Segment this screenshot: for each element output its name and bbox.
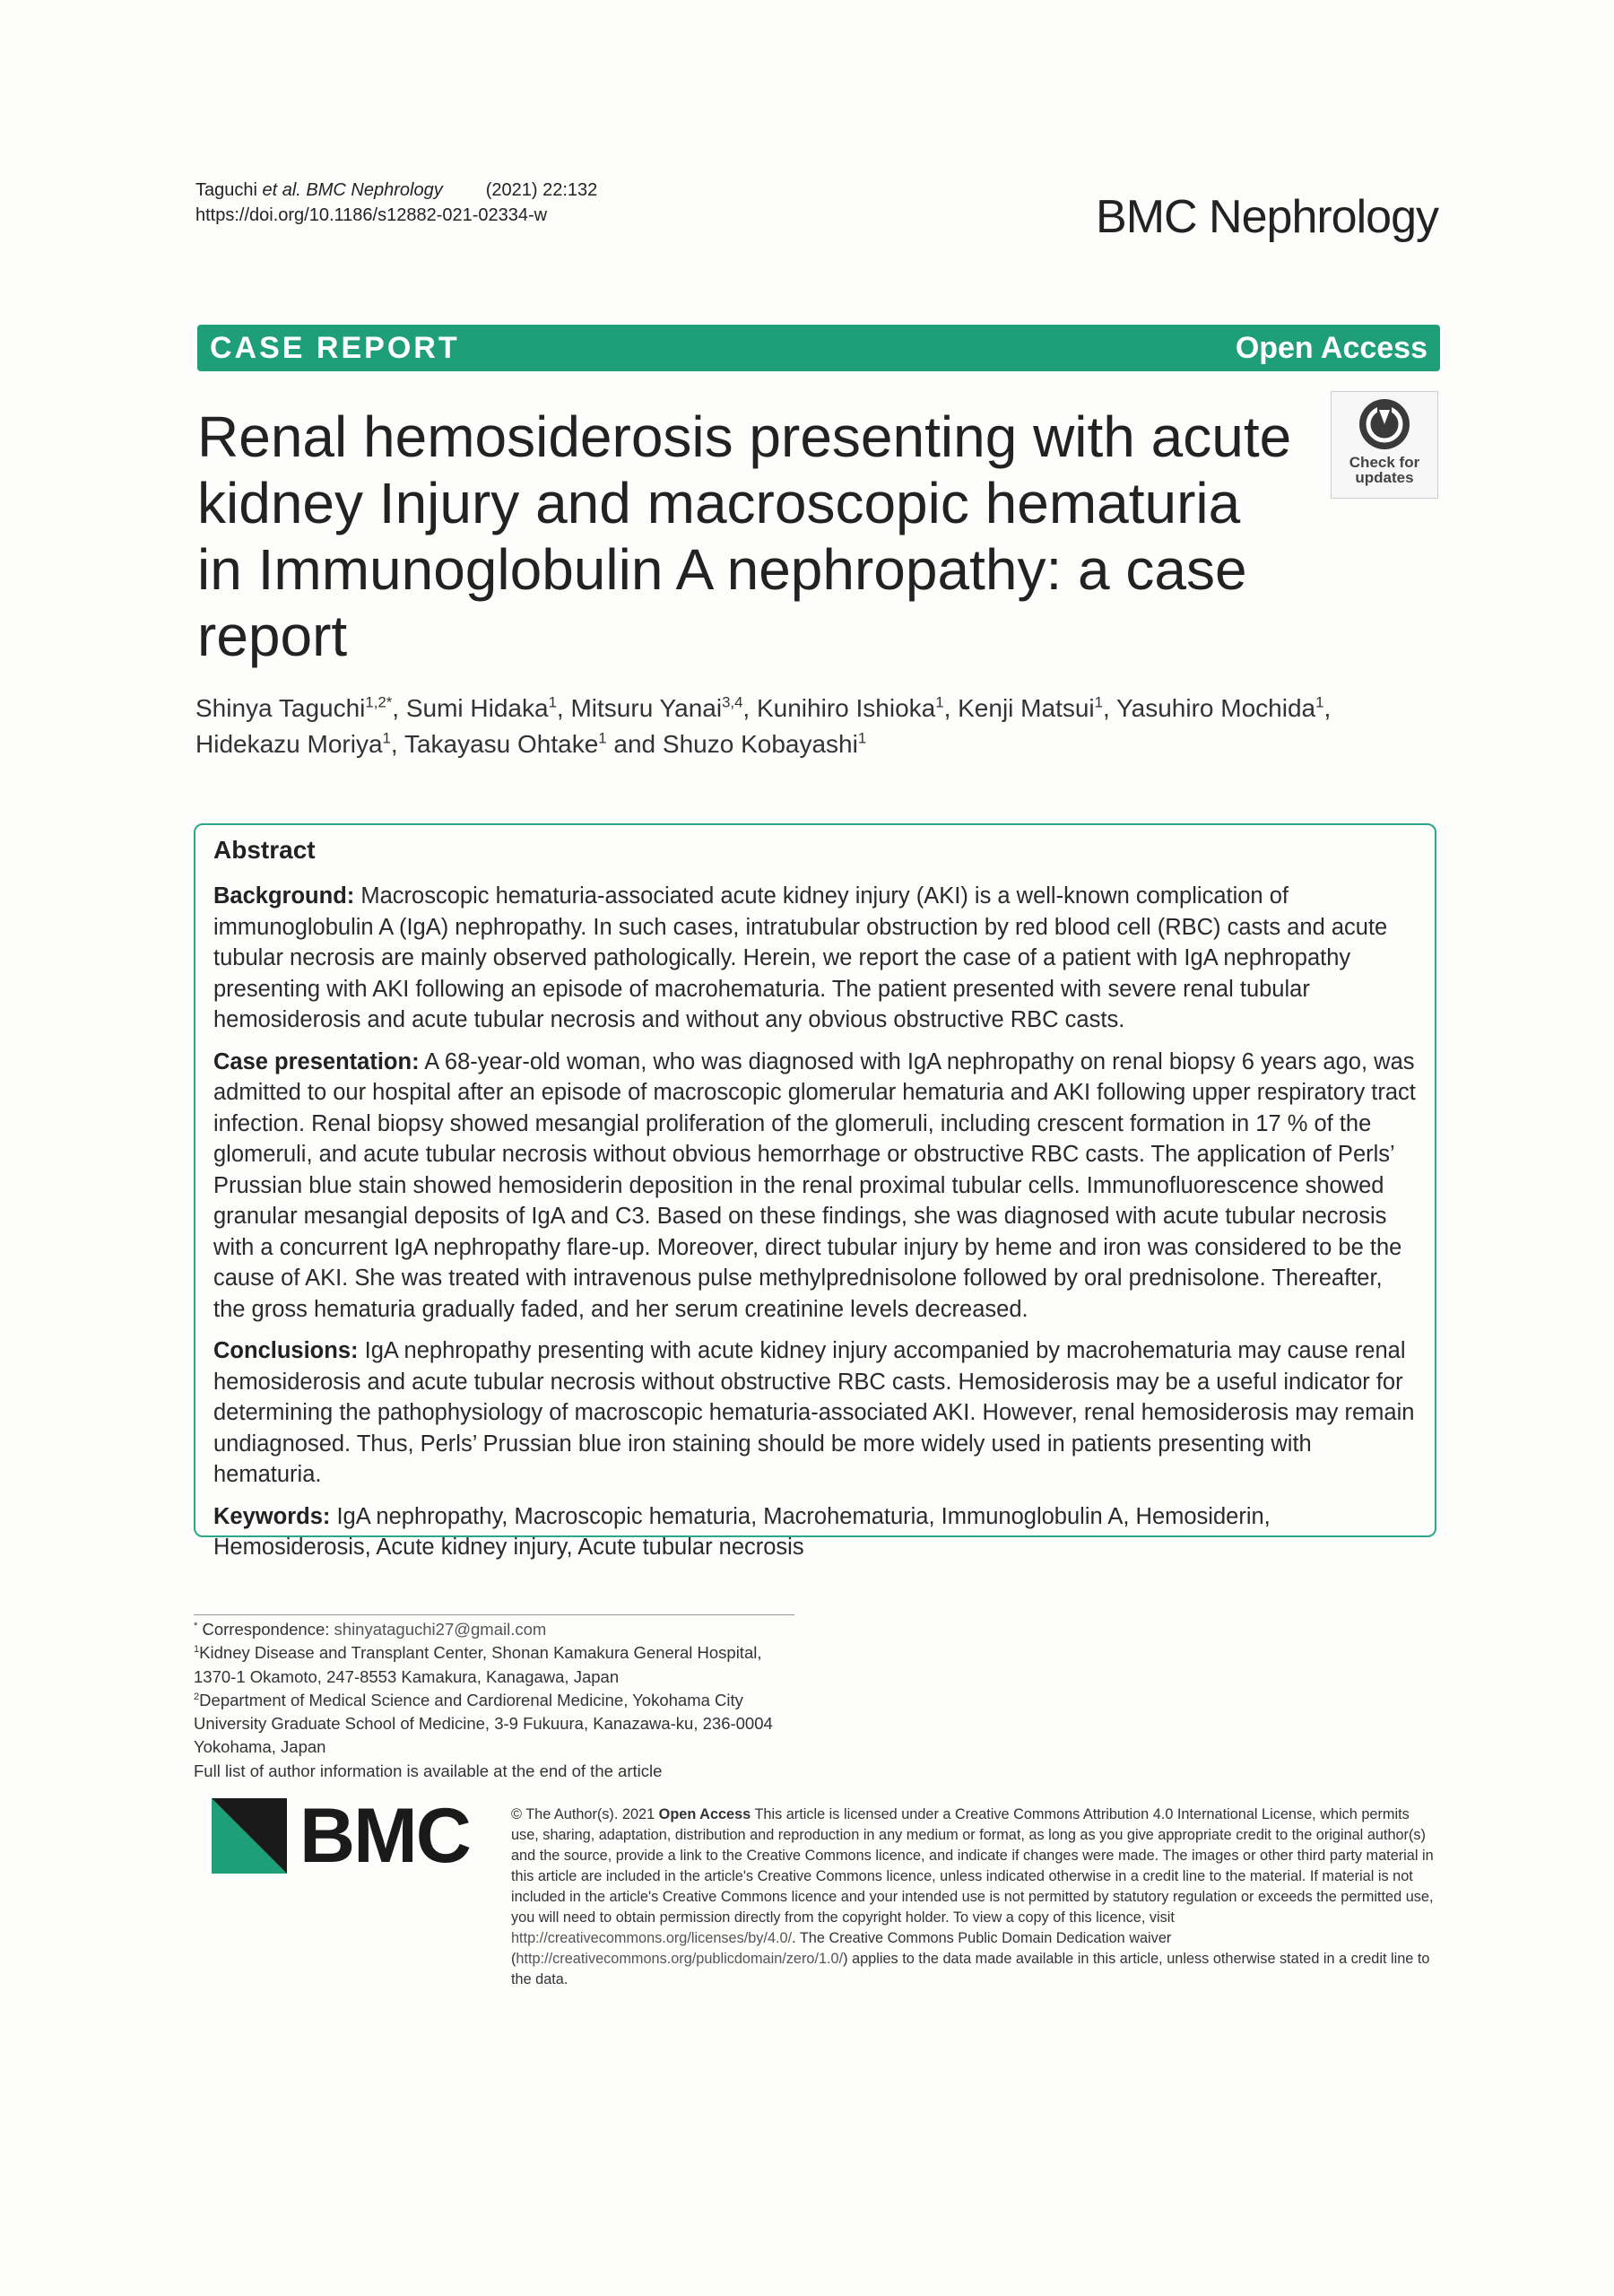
background-label: Background: bbox=[213, 883, 355, 909]
citation-header bbox=[195, 178, 597, 228]
affiliation-2-cont2: Yokohama, Japan bbox=[194, 1737, 326, 1757]
footnotes bbox=[194, 1618, 839, 1783]
citation-journal: BMC Nephrology bbox=[300, 180, 443, 200]
footnote-divider bbox=[194, 1614, 794, 1615]
abstract-keywords: Keywords: IgA nephropathy, Macroscopic hematuria, Macrohematuria, Immunoglobulin A, Hemosiderin, Hemosiderosis, Acute kidney injury, Acute tubular necrosis bbox=[213, 1503, 1271, 1560]
abstract-heading: Abstract bbox=[213, 836, 316, 864]
license-notice: © The Author(s). 2021 Open Access This article is licensed under a Creative Commons Attribution 4.0 International License, which permits use, sharing, adaptation, distribution and reproduction in any medium or format, as long as you give appropriate credit to the original author(s) and the source, provide a link to the Creative Commons licence, and indicate if changes were made. The images or other third party material in this article are included in the article's Creative Commons licence, unless indicated otherwise in a credit line to the material. If material is not included in the article's Creative Commons licence and your intended use is not permitted by statutory regulation or exceeds the permitted use, you will need to obtain permission directly from the copyright holder. To view a copy of this licence, visit http://creativecommons.org/licenses/by/4.0/. The Creative Commons Public Domain Dedication waiver (http://creativecommons.org/publicdomain/zero/1.0/) applies to the data made available in this article, unless otherwise stated in a credit line to the data. bbox=[511, 1806, 1434, 1987]
check-updates-line1: Check for bbox=[1349, 454, 1420, 471]
journal-brand: BMC Nephrology bbox=[1096, 191, 1438, 243]
license-link-by[interactable]: http://creativecommons.org/licenses/by/4.0/ bbox=[511, 1930, 793, 1946]
affiliation-2: $^2$Department of Medical Science and Cardiorenal Medicine, Yokohama City bbox=[194, 1690, 743, 1709]
doi-link[interactable]: https://doi.org/10.1186/s12882-021-02334-w bbox=[195, 205, 548, 225]
correspondence-email[interactable]: shinyataguchi27@gmail.com bbox=[334, 1620, 547, 1639]
author: Hidekazu Moriya$^1$, bbox=[195, 729, 404, 758]
conclusions-label: Conclusions: bbox=[213, 1338, 359, 1363]
check-updates-icon bbox=[1358, 397, 1411, 451]
abstract-case-presentation: Case presentation: A 68-year-old woman, who was diagnosed with IgA nephropathy on renal biopsy 6 years ago, was admitted to our hospital after an episode of macroscopic glomerular hematuria and AKI following upper respiratory tract infection. Renal biopsy showed mesangial proliferation of the glomeruli, including crescent formation in 17 % of the glomeruli, and acute tubular necrosis without obvious hemorrhage or obstructive RBC casts. The application of Perls’ Prussian blue stain showed hemosiderin deposition in the renal proximal tubular cells. Immunofluorescence showed granular mesangial deposits of IgA and C3. Based on these findings, she was diagnosed with acute tubular necrosis with a concurrent IgA nephropathy flare-up. Moreover, direct tubular injury by heme and iron was considered to be the cause of AKI. She was treated with intravenous pulse methylprednisolone followed by oral prednisolone. Thereafter, the gross hematuria gradually faded, and her serum creatinine levels decreased. bbox=[213, 1048, 1416, 1322]
check-for-updates-badge[interactable] bbox=[1331, 391, 1438, 499]
abstract-conclusions: Conclusions: IgA nephropathy presenting with acute kidney injury accompanied by macrohematuria may cause renal hemosiderosis and acute tubular necrosis without obstructive RBC casts. Hemosiderosis may be a useful indicator for determining the pathophysiology of macroscopic hematuria-associated AKI. However, renal hemosiderosis may remain undiagnosed. Thus, Perls’ Prussian blue iron staining should be more widely used in patients presenting with hematuria. bbox=[213, 1338, 1415, 1487]
author-list bbox=[195, 691, 1361, 762]
bmc-logo bbox=[212, 1793, 481, 1879]
correspondence: * Correspondence: shinyataguchi27@gmail.com bbox=[194, 1620, 547, 1639]
affiliation-1-cont: 1370-1 Okamoto, 247-8553 Kamakura, Kanagawa, Japan bbox=[194, 1666, 620, 1686]
author: Sumi Hidaka$^1$, bbox=[405, 693, 571, 722]
author-info-note: Full list of author information is available at the end of the article bbox=[194, 1761, 663, 1780]
license-link-zero[interactable]: http://creativecommons.org/publicdomain/zero/1.0/ bbox=[516, 1951, 844, 1967]
citation-authors: Taguchi bbox=[195, 180, 263, 200]
bmc-logo-text: BMC bbox=[299, 1793, 470, 1879]
abstract-box bbox=[194, 823, 1436, 1560]
author: Kunihiro Ishioka$^1$, bbox=[756, 693, 959, 722]
citation-volume: (2021) 22:132 bbox=[485, 180, 598, 200]
article-type-label: CASE REPORT bbox=[210, 330, 460, 365]
affiliation-1: $^1$Kidney Disease and Transplant Center, Shonan Kamakura General Hospital, bbox=[194, 1643, 762, 1663]
author: Kenji Matsui$^1$, bbox=[958, 693, 1117, 722]
author: Takayasu Ohtake$^1$ and bbox=[404, 729, 663, 758]
article-type-band bbox=[197, 325, 1440, 371]
case-presentation-label: Case presentation: bbox=[213, 1048, 420, 1074]
keywords-label: Keywords: bbox=[213, 1503, 331, 1529]
citation-line bbox=[195, 178, 597, 203]
citation-etal: et al. bbox=[262, 180, 301, 200]
author: Mitsuru Yanai$^{3,4}$, bbox=[570, 693, 757, 722]
check-updates-line2: updates bbox=[1355, 469, 1414, 486]
open-access-label: Open Access bbox=[1235, 330, 1427, 365]
abstract-background: Background: Macroscopic hematuria-associated acute kidney injury (AKI) is a well-known complication of immunoglobulin A (IgA) nephropathy. In such cases, intratubular obstruction by red blood cell (RBC) casts and acute tubular necrosis are mainly observed pathologically. Herein, we report the case of a patient with IgA nephropathy presenting with AKI following an episode of macrohematuria. The patient presented with severe renal tubular hemosiderosis and acute tubular necrosis and without any obvious obstructive RBC casts. bbox=[213, 883, 1388, 1032]
article-title: Renal hemosiderosis presenting with acute kidney Injury and macroscopic hematuria in Immunoglobulin A nephropathy: a case report bbox=[197, 404, 1292, 668]
check-updates-label bbox=[1349, 455, 1419, 485]
author: Shuzo Kobayashi$^1$ bbox=[662, 729, 867, 758]
bmc-logo-icon bbox=[212, 1798, 287, 1874]
license-open-access: Open Access bbox=[658, 1806, 751, 1822]
affiliation-2-cont: University Graduate School of Medicine, 3-9 Fukuura, Kanazawa-ku, 236-0004 bbox=[194, 1714, 773, 1734]
author: Shinya Taguchi$^{1,2*}$, bbox=[195, 693, 406, 722]
author: Yasuhiro Mochida$^1$, bbox=[1116, 693, 1332, 722]
